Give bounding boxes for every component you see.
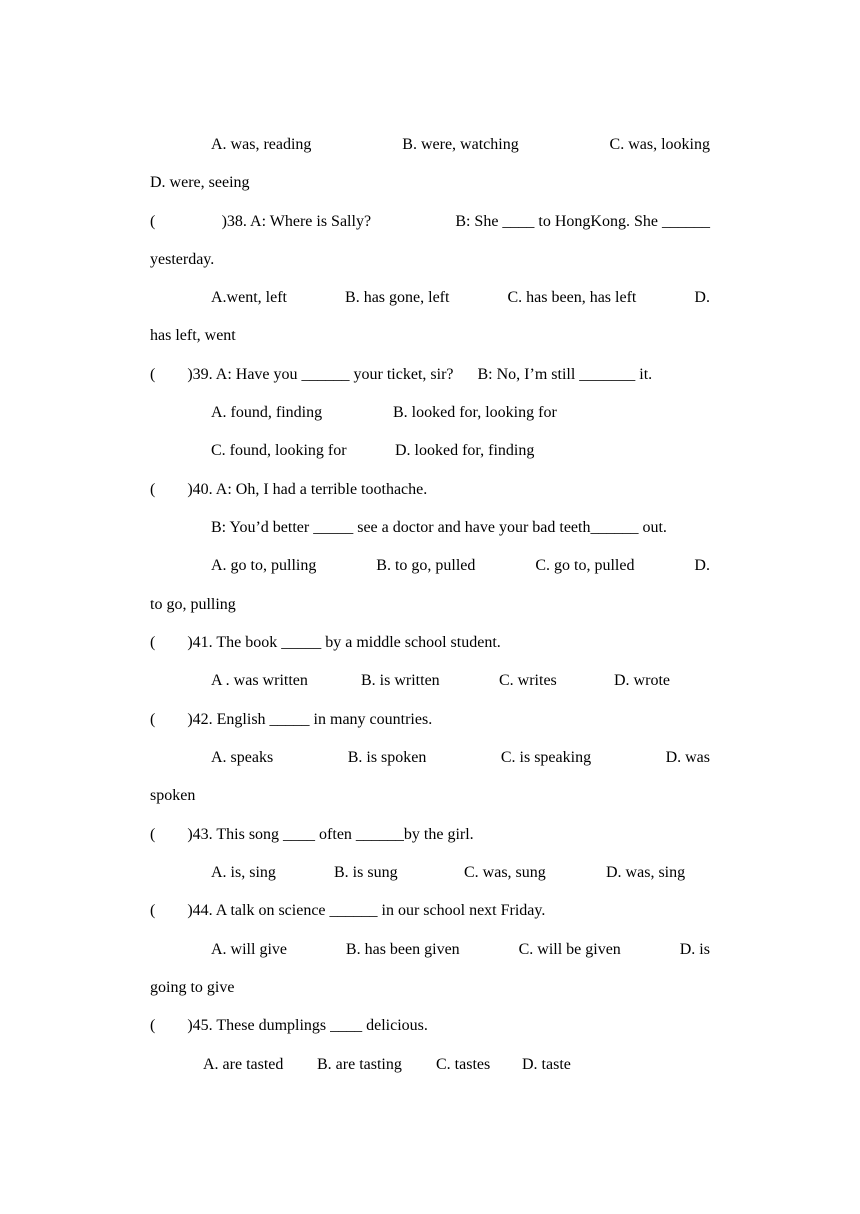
q41-option-d: D. wrote <box>614 672 670 689</box>
q45-option-d: D. taste <box>522 1056 571 1073</box>
q38-option-d-label: D. <box>694 289 710 306</box>
q39-option-d: D. looked for, finding <box>395 442 535 459</box>
q37-options-line <box>211 132 710 158</box>
q40-option-a: A. go to, pulling <box>211 557 317 574</box>
q45-option-c: C. tastes <box>436 1056 491 1073</box>
q40-option-d-text: to go, pulling <box>150 596 236 613</box>
q40-dialogue-b: B: You’d better _____ see a doctor and have your bad teeth______ out. <box>211 519 667 536</box>
q38-stem-line <box>150 209 710 235</box>
q45-option-a: A. are tasted <box>203 1056 284 1073</box>
q39-option-c: C. found, looking for <box>211 442 347 459</box>
q40-option-b: B. to go, pulled <box>376 557 476 574</box>
q39-options-line-1 <box>211 400 710 426</box>
q42-options-line <box>211 745 710 771</box>
q44-option-d-text: going to give <box>150 979 235 996</box>
q43-option-a: A. is, sing <box>211 864 276 881</box>
q37-option-c: C. was, looking <box>609 136 710 153</box>
q40-option-c: C. go to, pulled <box>535 557 635 574</box>
q38-option-d-text: has left, went <box>150 327 236 344</box>
q40-option-d-label: D. <box>694 557 710 574</box>
q38-option-b: B. has gone, left <box>345 289 450 306</box>
q44-options-line <box>211 937 710 963</box>
q45-stem: ( )45. These dumplings ____ delicious. <box>150 1017 428 1034</box>
q38-answer-bracket: ( <box>150 213 156 230</box>
q39-options-line-2 <box>211 438 710 464</box>
q40-stem: ( )40. A: Oh, I had a terrible toothache. <box>150 481 428 498</box>
q43-options-line <box>211 860 710 886</box>
q44-option-a: A. will give <box>211 941 287 958</box>
q38-option-c: C. has been, has left <box>507 289 637 306</box>
q38-question-b: B: She ____ to HongKong. She ______ <box>455 213 710 230</box>
q43-option-c: C. was, sung <box>464 864 546 881</box>
q38-stem-continued: yesterday. <box>150 251 215 268</box>
q42-option-a: A. speaks <box>211 749 274 766</box>
q38-option-a: A.went, left <box>211 289 287 306</box>
q39-stem: ( )39. A: Have you ______ your ticket, sir? B: No, I’m still _______ it. <box>150 366 653 383</box>
q42-option-d-text: spoken <box>150 787 196 804</box>
q43-option-d: D. was, sing <box>606 864 686 881</box>
q41-option-a: A . was written <box>211 672 308 689</box>
q41-option-b: B. is written <box>361 672 440 689</box>
q37-option-a: A. was, reading <box>211 136 312 153</box>
q44-option-d-label: D. is <box>679 941 710 958</box>
q44-option-c: C. will be given <box>518 941 621 958</box>
q45-option-b: B. are tasting <box>317 1056 402 1073</box>
q41-option-c: C. writes <box>499 672 557 689</box>
q44-stem: ( )44. A talk on science ______ in our school next Friday. <box>150 902 546 919</box>
q42-option-b: B. is spoken <box>347 749 427 766</box>
q43-option-b: B. is sung <box>334 864 398 881</box>
q42-option-d-label: D. was <box>665 749 710 766</box>
q41-options-line <box>211 668 710 694</box>
q39-option-a: A. found, finding <box>211 404 323 421</box>
q42-stem: ( )42. English _____ in many countries. <box>150 711 433 728</box>
q39-option-b: B. looked for, looking for <box>393 404 557 421</box>
q37-option-b: B. were, watching <box>402 136 519 153</box>
q38-options-line <box>211 285 710 311</box>
q41-stem: ( )41. The book _____ by a middle school student. <box>150 634 501 651</box>
q40-options-line <box>211 553 710 579</box>
q44-option-b: B. has been given <box>345 941 460 958</box>
q38-question-a: )38. A: Where is Sally? <box>221 213 372 230</box>
q45-options-line <box>203 1052 710 1078</box>
q37-option-d: D. were, seeing <box>150 174 250 191</box>
q43-stem: ( )43. This song ____ often ______by the girl. <box>150 826 474 843</box>
q42-option-c: C. is speaking <box>500 749 592 766</box>
